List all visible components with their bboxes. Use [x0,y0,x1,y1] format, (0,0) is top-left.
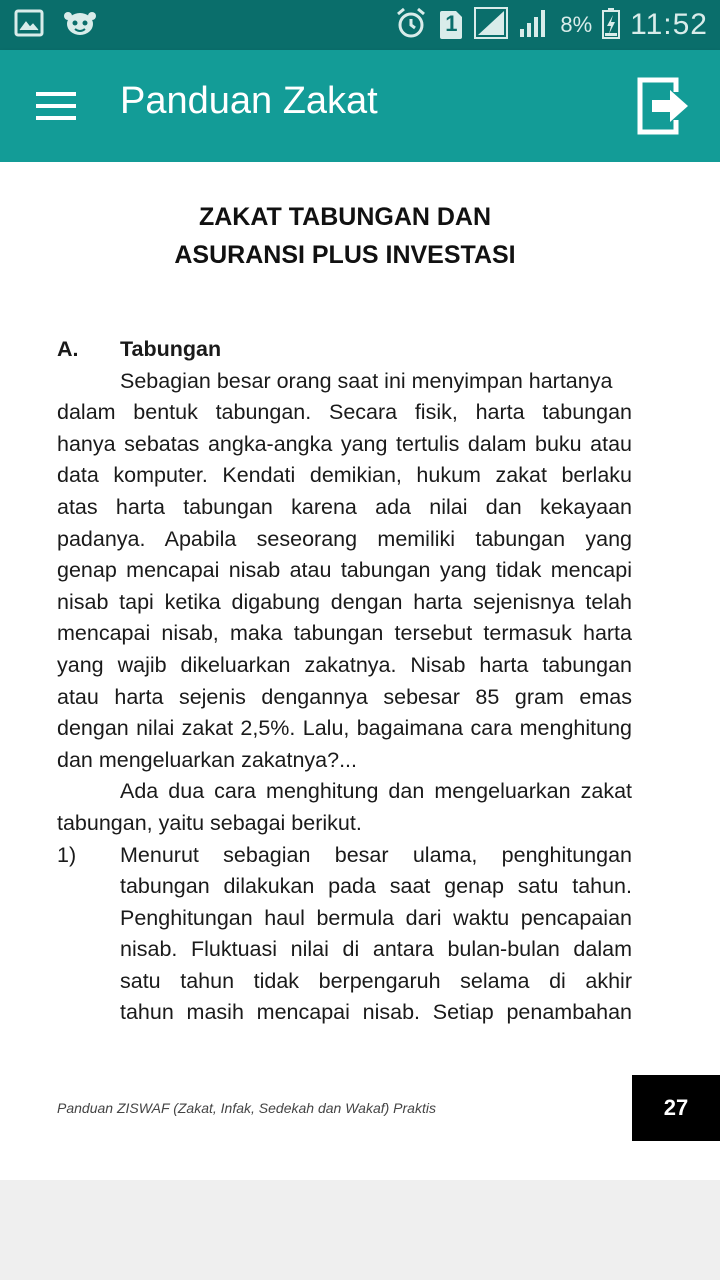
text-line: yang wajib dikeluarkan zakatnya. Nisab harta tabungan [57,652,632,677]
text-line: atas harta tabungan karena ada nilai dan kekayaan [57,494,632,519]
menu-button[interactable] [30,86,82,126]
signal-icon [474,7,508,44]
text-line: tahun masih mencapai nisab. Setiap penambahan [120,1000,632,1025]
app-title: Panduan Zakat [120,80,378,122]
list-number: 1) [57,842,77,867]
page-number: 27 [632,1075,720,1141]
mascot-icon [62,8,98,43]
text-line: dalam bentuk tabungan. Secara fisik, harta tabungan [57,400,632,425]
text-line: hanya sebatas angka-angka yang tertulis dalam buku atau [57,431,632,456]
signal-icon [518,7,550,44]
exit-icon [634,74,694,138]
exit-button[interactable] [634,74,694,138]
text-line: dengan nilai zakat 2,5%. Lalu, bagaimana cara menghitung [57,716,632,741]
title-line: ZAKAT TABUNGAN DAN [198,203,492,231]
paragraph [57,366,632,777]
section-heading [57,334,632,366]
text-line: dan mengeluarkan zakatnya?... [57,747,358,772]
text-line: genap mencapai nisab atau tabungan yang tidak mencapi [57,558,632,583]
page-footer: Panduan ZISWAF (Zakat, Infak, Sedekah dan Wakaf) Praktis [57,1100,436,1116]
document-page[interactable] [0,162,720,1180]
document-body [57,334,632,1029]
text-line: data komputer. Kendati demikian, hukum zakat berlaku [57,463,632,488]
section-letter: A. [57,337,79,361]
alarm-icon [394,6,428,45]
clock: 11:52 [630,8,708,41]
list-item-body [120,840,632,1030]
status-bar [0,0,720,50]
document-title [0,198,690,274]
gallery-icon [14,8,44,43]
section-title: Tabungan [120,337,222,361]
text-line: tabungan dilakukan pada saat genap satu tahun. [120,874,632,899]
app-bar [0,50,720,162]
text-line: atau harta sejenis dengannya sebesar 85 gram emas [57,684,632,709]
text-line: Penghitungan haul bermula dari waktu pencapaian [120,905,632,930]
text-line: Menurut sebagian besar ulama, penghitungan [120,842,632,867]
title-line: ASURANSI PLUS INVESTASI [174,241,516,269]
hamburger-menu-icon [30,86,82,126]
text-line: padanya. Apabila seseorang memiliki tabungan yang [57,526,632,551]
text-line: tabungan, yaitu sebagai berikut. [57,810,362,835]
text-line: nisab tapi ketika digabung dengan harta sejenisnya telah [57,589,632,614]
battery-icon [602,7,620,44]
sim-slot-label: 1 [445,11,458,36]
sim-icon [438,9,464,41]
text-line: nisab. Fluktuasi nilai di antara bulan-bulan dalam [120,937,632,962]
battery-percent: 8% [560,12,593,37]
text-line: satu tahun tidak berpengaruh selama di akhir [120,968,632,993]
text-line: mencapai nisab, maka tabungan tersebut termasuk harta [57,621,632,646]
text-line: Ada dua cara menghitung dan mengeluarkan zakat [120,779,632,804]
paragraph [57,776,632,839]
text-line: Sebagian besar orang saat ini menyimpan hartanya [120,368,613,393]
list-item [57,840,632,1030]
